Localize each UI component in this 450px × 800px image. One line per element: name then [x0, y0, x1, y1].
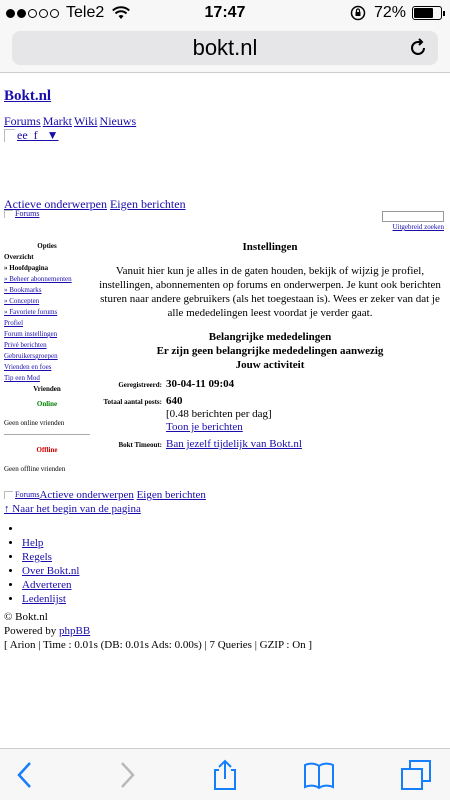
- posts-value: 640: [166, 395, 183, 407]
- footer-breadcrumb: [4, 488, 446, 502]
- no-offline-friends: Geen offline vrienden: [4, 465, 66, 473]
- show-posts-link[interactable]: Toon je berichten: [166, 421, 243, 433]
- sidebar: [4, 241, 90, 475]
- powered-prefix: Powered by: [4, 625, 59, 637]
- friends-title: Vrienden: [33, 385, 61, 393]
- offline-heading: Offline: [36, 446, 58, 454]
- username-link[interactable]: [17, 128, 59, 143]
- broken-image-icon: [4, 129, 15, 142]
- rotation-lock-icon: [350, 5, 366, 21]
- no-online-friends: Geen online vrienden: [4, 419, 65, 427]
- sidebar-item-usergroups[interactable]: Gebruikersgroepen: [4, 352, 58, 360]
- sidebar-item-bookmarks[interactable]: » Bookmarks: [4, 286, 42, 294]
- footer-breadcrumb-forums[interactable]: Forums: [15, 490, 40, 499]
- top-nav: [4, 114, 138, 129]
- browser-toolbar: [0, 748, 450, 800]
- user-menu[interactable]: [4, 128, 59, 143]
- phpbb-link[interactable]: phpBB: [59, 625, 91, 637]
- footer-link-about[interactable]: Over Bokt.nl: [22, 565, 80, 577]
- clock: 17:47: [204, 4, 246, 21]
- footer-own-posts-link[interactable]: Eigen berichten: [136, 489, 206, 501]
- posts-label: Totaal aantal posts:: [103, 398, 162, 406]
- share-icon[interactable]: [209, 759, 241, 791]
- search-input[interactable]: [382, 211, 444, 222]
- server-stats: [ Arion | Time : 0.01s (DB: 0.01s Ads: 0.00s) | 7 Queries | GZIP : On ]: [4, 639, 313, 651]
- back-icon[interactable]: [10, 759, 42, 791]
- footer: [4, 488, 446, 652]
- copyright: © Bokt.nl: [4, 611, 48, 623]
- nav-markt[interactable]: Markt: [42, 114, 73, 128]
- battery-percent: 72%: [373, 4, 406, 21]
- footer-active-topics-link[interactable]: Actieve onderwerpen: [39, 489, 134, 501]
- url-text: bokt.nl: [192, 35, 258, 60]
- divider: [4, 434, 90, 435]
- battery-area: [350, 4, 442, 22]
- dropdown-arrow-icon: ▼: [46, 128, 59, 142]
- sidebar-item-tip-mod[interactable]: Tip een Mod: [4, 374, 40, 382]
- no-announcements: Er zijn geen belangrijke mededelingen aanwezig: [156, 345, 384, 357]
- options-title: Opties: [37, 242, 57, 250]
- sidebar-item-forum-settings[interactable]: Forum instellingen: [4, 330, 58, 338]
- online-heading: Online: [36, 400, 58, 408]
- footer-empty-item: [22, 522, 446, 536]
- footer-link-rules[interactable]: Regels: [22, 551, 52, 563]
- main-content: [94, 240, 446, 451]
- intro-text: Vanuit hier kun je alles in de gaten houden, bekijk of wijzig je profiel, instellingen, abonnementen op forums en onderwerpen. Je kunt ook berichten sturen naar andere gebruikers (als het toegestaan is). Wees er zeker van dat je alle mededelingen leest voordat je verder gaat.: [99, 265, 441, 319]
- reload-icon[interactable]: [408, 38, 428, 58]
- footer-link-advertise[interactable]: Adverteren: [22, 579, 72, 591]
- tabs-icon[interactable]: [400, 759, 432, 791]
- registered-value: 30-04-11 09:04: [166, 378, 235, 390]
- carrier-name: Tele2: [66, 4, 105, 21]
- breadcrumb: [4, 209, 39, 218]
- status-bar: [0, 0, 450, 28]
- nav-nieuws[interactable]: Nieuws: [99, 114, 137, 128]
- username: ee_f_: [17, 128, 44, 142]
- sidebar-item-profile[interactable]: Profiel: [4, 319, 24, 327]
- sidebar-item-home: » Hoofdpagina: [4, 264, 49, 272]
- browser-url-area: [0, 28, 450, 73]
- powered-by: [4, 624, 446, 638]
- battery-icon: [412, 6, 442, 20]
- advanced-search-link[interactable]: Uitgebreid zoeken: [392, 223, 444, 231]
- nav-forums[interactable]: Forums: [4, 114, 41, 128]
- footer-link-memberlist[interactable]: Ledenlijst: [22, 593, 66, 605]
- site-title-link[interactable]: Bokt.nl: [4, 88, 52, 104]
- sidebar-item-private-messages[interactable]: Privé berichten: [4, 341, 47, 349]
- broken-image-icon: [4, 491, 13, 499]
- registered-label: Geregistreerd:: [118, 381, 162, 389]
- own-posts-link[interactable]: Eigen berichten: [109, 197, 186, 211]
- page-title: Instellingen: [242, 241, 298, 253]
- nav-wiki[interactable]: Wiki: [74, 114, 98, 128]
- timeout-label: Bokt Timeout:: [118, 441, 162, 449]
- overview-heading: Overzicht: [4, 253, 34, 261]
- breadcrumb-forums[interactable]: Forums: [15, 209, 40, 218]
- footer-link-help[interactable]: Help: [22, 537, 44, 549]
- timeout-link[interactable]: Ban jezelf tijdelijk van Bokt.nl: [166, 438, 302, 450]
- active-topics-link[interactable]: Actieve onderwerpen: [4, 197, 107, 211]
- web-page: [4, 78, 446, 748]
- back-to-top-link[interactable]: ↑ Naar het begin van de pagina: [4, 503, 141, 515]
- posts-per-day: [0.48 berichten per dag]: [166, 408, 272, 420]
- broken-image-icon: [4, 210, 13, 218]
- sidebar-item-drafts[interactable]: » Concepten: [4, 297, 40, 305]
- announcements-title: Belangrijke mededelingen: [208, 331, 332, 343]
- footer-links: [22, 522, 446, 606]
- activity-table: [94, 378, 446, 451]
- sidebar-item-subscriptions[interactable]: » Beheer abonnementen: [4, 275, 72, 283]
- bookmarks-icon[interactable]: [303, 759, 335, 791]
- forward-icon[interactable]: [110, 759, 142, 791]
- activity-title: Jouw activiteit: [235, 359, 305, 371]
- address-bar[interactable]: [12, 31, 438, 65]
- battery-fill: [414, 8, 433, 18]
- sidebar-item-favorite-forums[interactable]: » Favoriete forums: [4, 308, 58, 316]
- sidebar-item-friends-foes[interactable]: Vrienden en foes: [4, 363, 52, 371]
